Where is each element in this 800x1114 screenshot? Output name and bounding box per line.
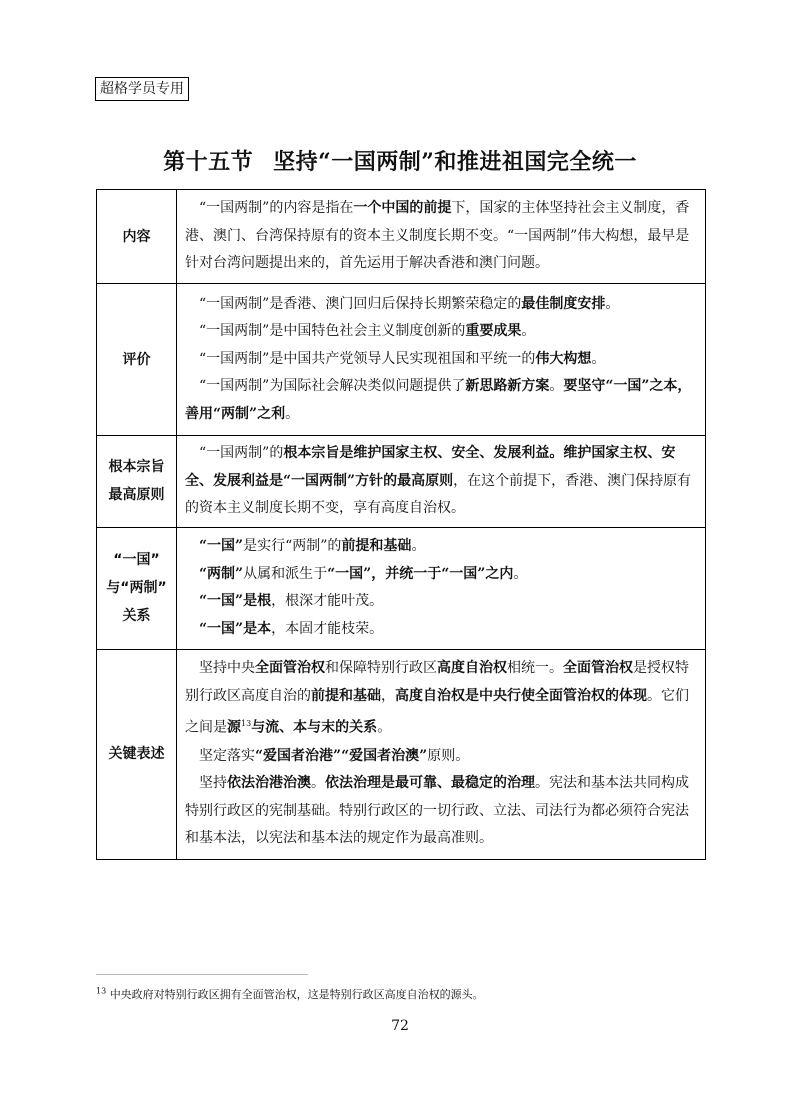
row-content (177, 436, 706, 528)
body-text: 是 (243, 538, 258, 554)
row-content (177, 190, 706, 284)
emphasis-text: 源 (227, 720, 241, 737)
row-label-line: 根本宗旨 (108, 459, 165, 476)
table-row (97, 190, 706, 284)
content-paragraph (185, 318, 697, 346)
emphasis-text: “一国”是本 (199, 620, 272, 637)
emphasis-text: 根本宗旨是维护国家主权、安全、发展利益。维护国家主权、安全、发展利益是“一国两制”方针的最高原则 (185, 445, 676, 489)
row-label (97, 436, 177, 528)
row-label (97, 284, 177, 436)
body-text: 。 (513, 565, 528, 582)
table-row (97, 649, 706, 859)
body-text: 。 (411, 538, 426, 554)
emphasis-text: 要坚守“一国”之本，善用“两制”之利 (185, 378, 692, 422)
emphasis-text: 高度自治权 (437, 660, 507, 677)
content-paragraph (185, 588, 697, 616)
emphasis-text: 依法治理是最可靠、最稳定的治理 (325, 775, 535, 792)
emphasis-text: 依法治港治澳 (227, 775, 311, 792)
row-content (177, 649, 706, 859)
table-row (97, 436, 706, 528)
emphasis-text: 全面管治权 (255, 660, 325, 677)
body-text: 。 (549, 378, 564, 395)
content-paragraph (185, 291, 697, 319)
body-text: 坚持 (199, 775, 227, 792)
body-text: “一国两制”的 (199, 445, 284, 461)
body-text: “一国两制”是中国特色社会主义制度创新的 (199, 323, 466, 340)
content-paragraph (185, 346, 697, 374)
section-heading: 坚持“一国两制”和推进祖国完全统一 (273, 149, 637, 175)
body-text: 下，国家的主体坚持社会主义制度，香港、澳门、台湾保持原有的资本主义制度长期不变。“一国两制”伟大构想，最早是针对台湾问题提出来的，首先运用于解决香港和澳门问题。 (185, 200, 690, 272)
body-text: 。 (285, 405, 300, 422)
row-label-line: 关键表述 (108, 746, 165, 762)
emphasis-text: 全面管治权 (563, 660, 633, 677)
emphasis-text: 前提和基础 (311, 687, 381, 704)
body-text: ，根深才能叶茂。 (271, 593, 384, 609)
body-text: “一国两制”是中国共产党领导人民实现祖国和平统一的 (199, 350, 536, 367)
content-paragraph (185, 373, 697, 428)
emphasis-text: 与流、本与末的关系 (251, 720, 378, 737)
body-text: 。 (591, 350, 606, 367)
footnote-mark: 13 (96, 986, 107, 996)
body-text: 坚持中央 (199, 660, 255, 677)
row-label (97, 527, 177, 649)
row-label-line: 评价 (122, 351, 151, 368)
row-label-line: 关系 (122, 608, 151, 624)
content-paragraph (185, 655, 697, 742)
row-label-line: 最高原则 (108, 487, 165, 504)
content-paragraph (185, 440, 697, 523)
row-content (177, 284, 706, 436)
content-table (96, 189, 706, 860)
emphasis-text: “爱国者治港”“爱国者治澳” (255, 747, 428, 764)
body-text: “一国两制”为国际社会解决类似问题提供了 (199, 378, 466, 395)
body-text: ，本固才能枝荣。 (271, 620, 384, 637)
body-text: 坚定落实 (199, 747, 255, 764)
footnote-ref: 13 (241, 719, 252, 729)
body-text: 从属和派生于 (243, 565, 328, 582)
content-paragraph (185, 195, 697, 278)
content-paragraph (185, 561, 697, 589)
body-text: 原则。 (427, 747, 470, 764)
emphasis-text: 前提和基础 (341, 538, 412, 554)
body-text: “一国两制”的内容是指在 (199, 200, 354, 217)
content-paragraph (185, 533, 697, 561)
row-label-line: 内容 (122, 228, 151, 245)
student-exclusive-badge: 超格学员专用 (95, 77, 189, 101)
body-text: 。 (311, 775, 325, 792)
body-text: 。它们之间是 (185, 687, 689, 737)
emphasis-text: 最佳制度安排 (521, 295, 606, 312)
emphasis-text: 伟大构想 (535, 350, 592, 367)
body-text: ，在这个前提下，香港、澳门保持原有的资本主义制度长期不变，享有高度自治权。 (185, 472, 692, 516)
body-text: 实行“两制”的 (257, 538, 342, 554)
page-number: 72 (391, 1018, 409, 1034)
content-paragraph (185, 616, 697, 644)
section-title (0, 145, 800, 176)
body-text: “一国两制”是香港、澳门回归后保持长期繁荣稳定的 (199, 295, 522, 312)
row-content (177, 527, 706, 649)
body-text: 。 (605, 295, 620, 312)
table-row (97, 284, 706, 436)
body-text: 。 (521, 323, 536, 340)
body-text: 是授权特别行政区高度自治的 (185, 660, 689, 704)
body-text: 。 (377, 720, 392, 737)
emphasis-text: 高度自治权是中央行使全面管治权的体现 (395, 687, 647, 704)
content-paragraph (185, 770, 697, 853)
emphasis-text: 重要成果 (465, 323, 522, 340)
footnote (96, 986, 484, 1002)
body-text: 和保障特别行政区 (325, 660, 437, 677)
row-label-line: 与“两制” (106, 580, 167, 596)
emphasis-text: “一国” (199, 538, 244, 554)
section-number: 第十五节 (163, 149, 254, 175)
row-label (97, 649, 177, 859)
table-row (97, 527, 706, 649)
emphasis-text: “两制” (199, 565, 244, 582)
body-text: 。宪法和基本法共同构成特别行政区的宪制基础。特别行政区的一切行政、立法、司法行为都必须符合宪法和基本法，以宪法和基本法的规定作为最高准则。 (185, 775, 689, 847)
emphasis-text: “一国”是根 (199, 593, 272, 609)
emphasis-text: 一个中国的前提 (353, 200, 452, 217)
emphasis-text: 新思路新方案 (465, 378, 550, 395)
emphasis-text: “一国”，并统一于“一国”之内 (327, 565, 514, 582)
body-text: 相统一。 (507, 660, 563, 677)
row-label (97, 190, 177, 284)
body-text: ， (381, 687, 395, 704)
row-label-line: “一国” (113, 552, 160, 568)
content-paragraph (185, 743, 697, 771)
footnote-text: 中央政府对特别行政区拥有全面管治权，这是特别行政区高度自治权的源头。 (109, 988, 484, 1001)
footnote-divider (96, 974, 308, 975)
